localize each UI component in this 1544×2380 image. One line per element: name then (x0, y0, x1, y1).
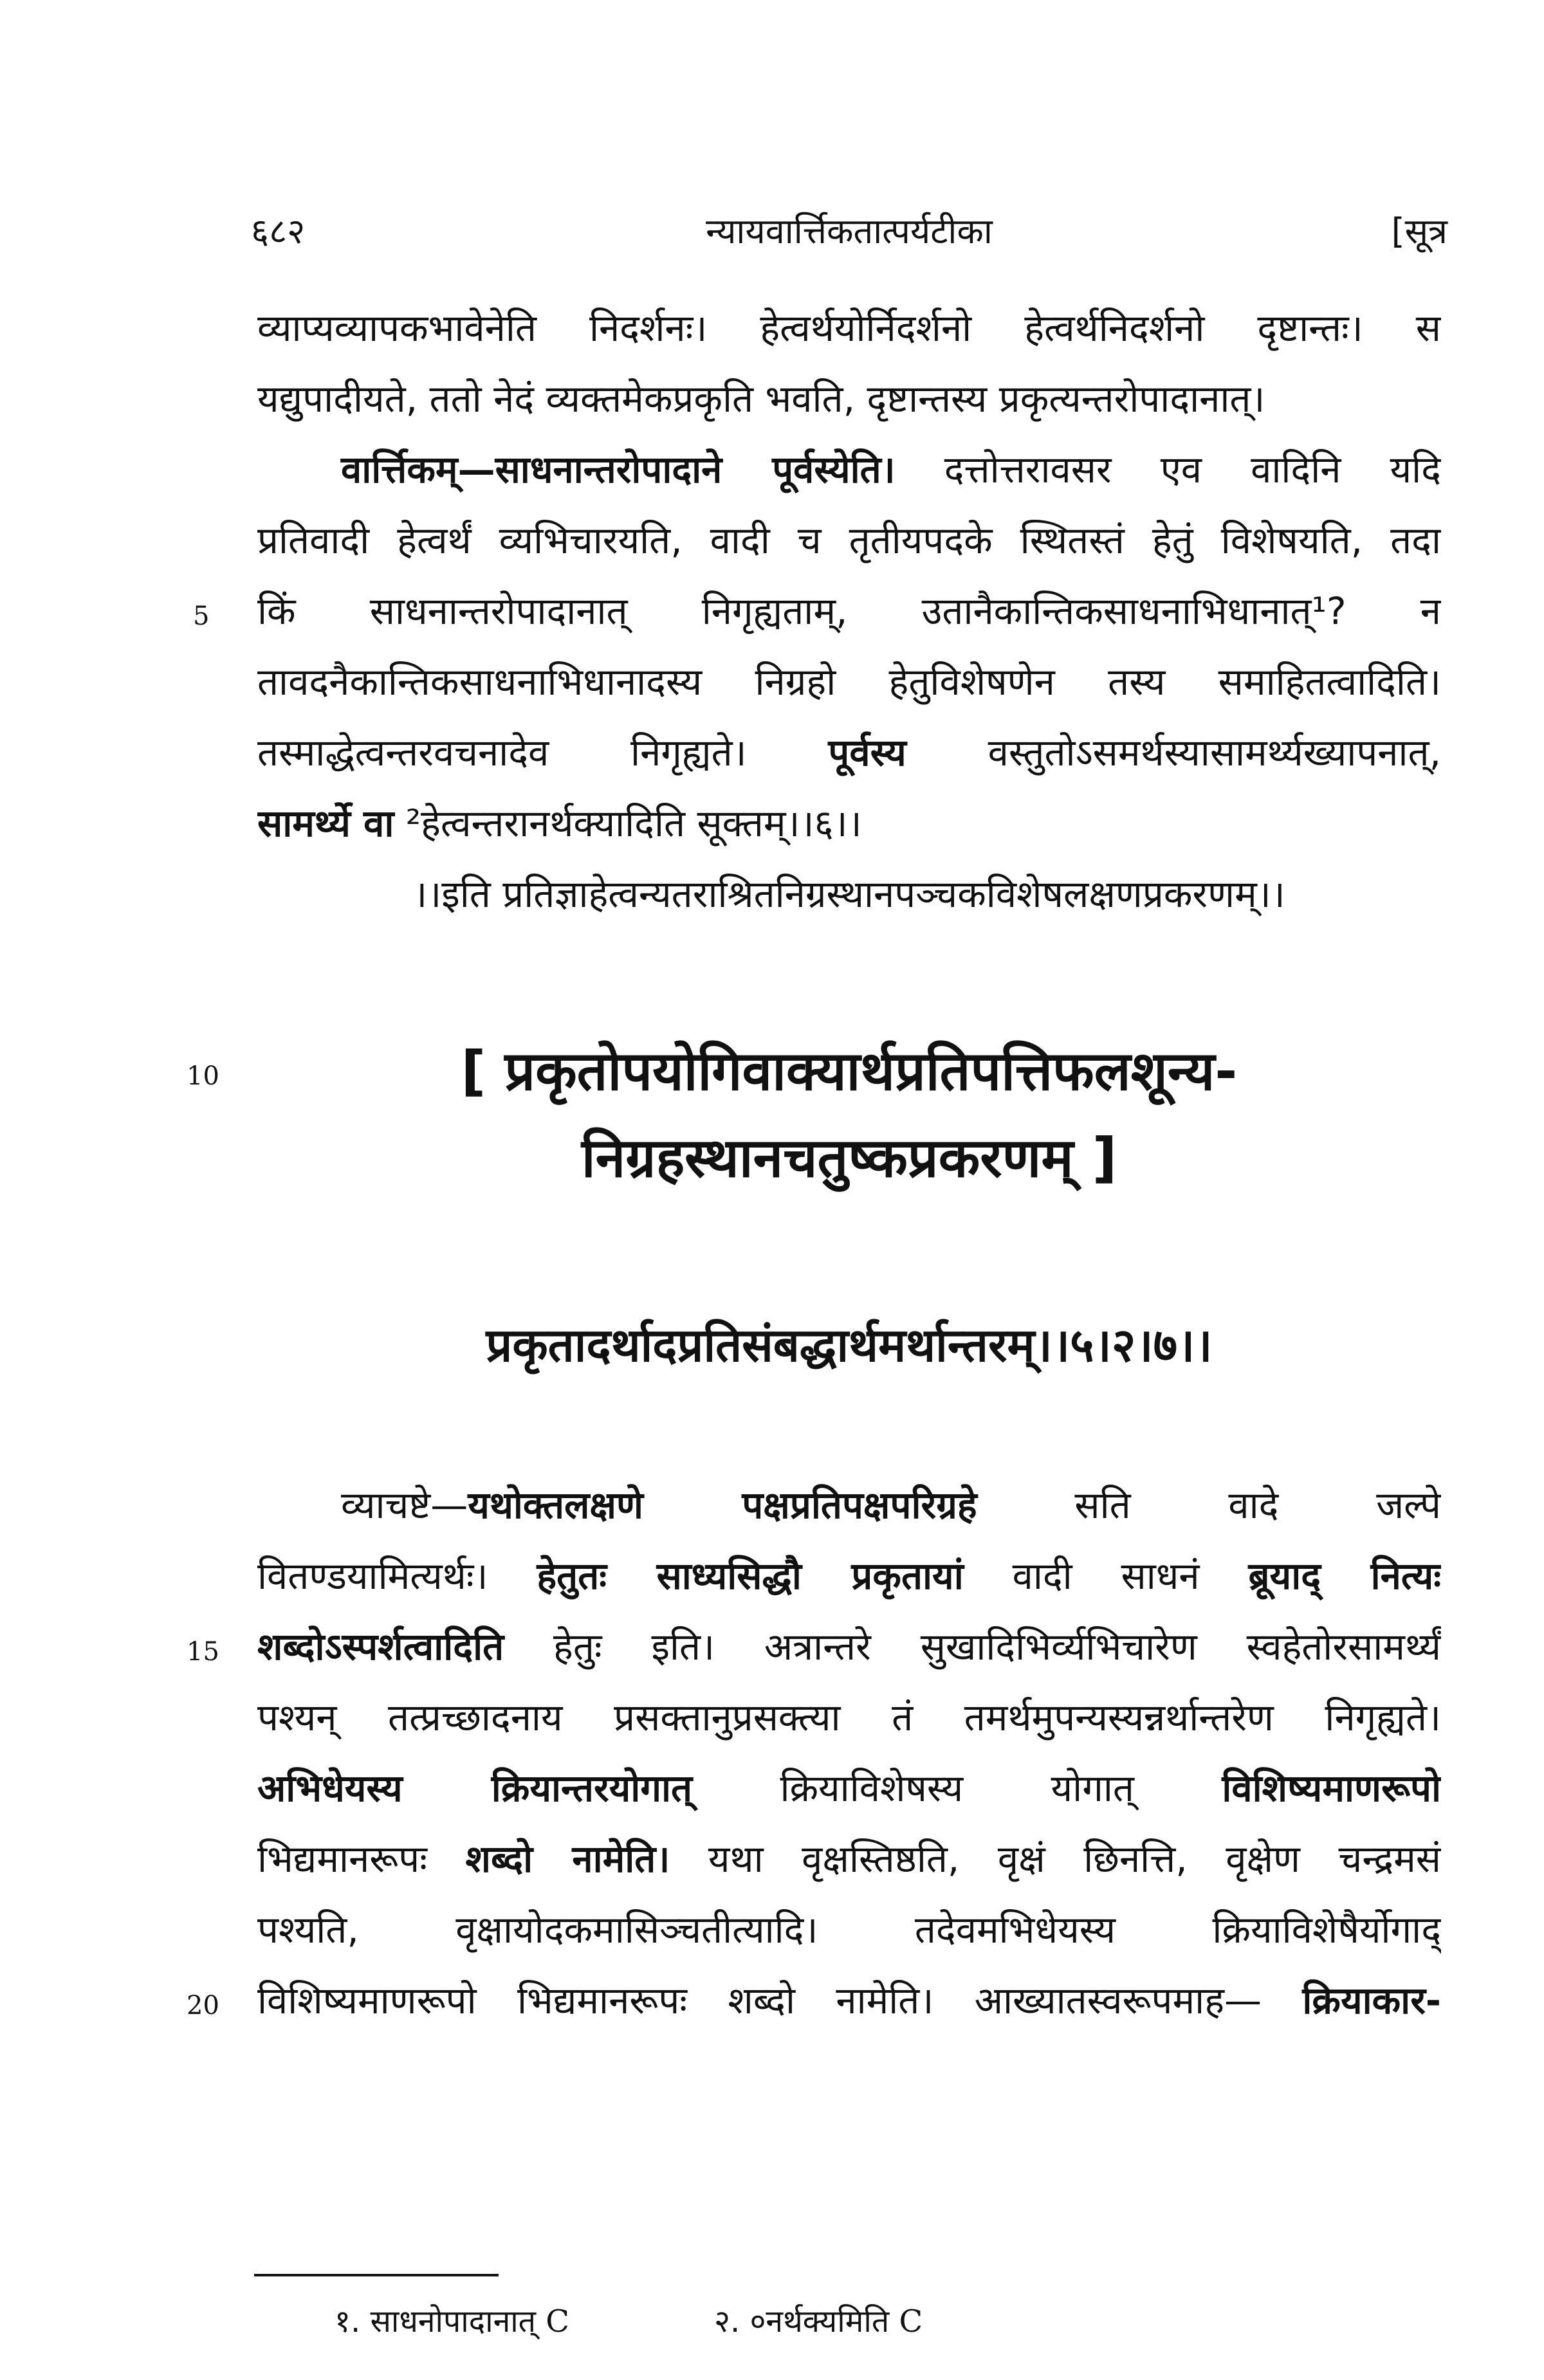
text-segment: भिद्यमानरूपः (257, 1837, 466, 1881)
bold-text-segment: ब्रूयाद् नित्यः (1248, 1554, 1441, 1598)
text-segment: सति वादे जल्पे (977, 1483, 1441, 1527)
text-segment: वादी साधनं (963, 1554, 1249, 1598)
text-segment: व्याप्यव्यापकभावेनेति निदर्शनः। हेत्वर्थयोर्निदर्शनो हेत्वर्थनिदर्शनो दृष्टान्तः। स (257, 306, 1441, 350)
bold-text-segment: शब्दो नामेति। (465, 1837, 670, 1881)
bold-text-segment: अभिधेयस्य क्रियान्तरयोगात् (257, 1766, 693, 1810)
text-segment: तावदनैकान्तिकसाधनाभिधानादस्य निग्रहो हेतुविशेषणेन तस्य समाहितत्वादिति। (257, 660, 1441, 704)
text-segment: पश्यति, वृक्षायोदकमासिञ्चतीत्यादि। तदेवमभिधेयस्य क्रियाविशेषैर्योगाद् (257, 1908, 1441, 1952)
commentary-line (257, 1762, 1441, 1814)
commentary-line (257, 1692, 1441, 1743)
text-line (257, 585, 1441, 637)
text-segment: हेतुः इति। अत्रान्तरे सुखादिभिर्व्यभिचारेण स्वहेतोरसामर्थ्यं (504, 1625, 1441, 1669)
commentary-line (257, 1975, 1441, 2026)
commentary-line (257, 1479, 1441, 1531)
line-number: 10 (187, 1061, 219, 1091)
text-segment: प्रतिवादी हेत्वर्थं व्यभिचारयति, वादी च तृतीयपदके स्थितस्तं हेतुं विशेषयति, तदा (257, 518, 1441, 562)
text-segment: ²हेत्वन्तरानर्थक्यादिति सूक्तम्।।६।। (394, 801, 862, 845)
text-segment: विशिष्यमाणरूपो भिद्यमानरूपः शब्दो नामेति। आख्यातस्वरूपमाह— (257, 1979, 1303, 2022)
text-segment: किं साधनान्तरोपादानात् निगृह्यताम्, उतानैकान्तिकसाधनाभिधानात्¹? न (257, 589, 1441, 633)
commentary-line (257, 1621, 1441, 1672)
bold-text-segment: वार्त्तिकम्—साधनान्तरोपादाने पूर्वस्येति। (341, 448, 896, 491)
bold-text-segment: यथोक्तलक्षणे पक्षप्रतिपक्षपरिग्रहे (468, 1483, 977, 1527)
commentary-line (257, 1904, 1441, 1955)
text-segment: दत्तोत्तरावसर एव वादिनि यदि (895, 448, 1441, 491)
text-segment: पश्यन् तत्प्रच्छादनाय प्रसक्तानुप्रसक्त्या तं तमर्थमुपन्यस्यन्नर्थान्तरेण निगृह्यते। (257, 1696, 1441, 1739)
footnote-1 (335, 2300, 569, 2341)
running-title: न्यायवार्त्तिकतात्पर्यटीका (706, 211, 993, 252)
section-marker: [सूत्र (1391, 211, 1448, 252)
line-number: 15 (187, 1637, 219, 1667)
footnote-2 (714, 2300, 923, 2341)
line-number: 20 (187, 1991, 219, 2020)
section-title-line-2: निग्रहस्थानचतुष्कप्रकरणम् ] (581, 1126, 1117, 1189)
text-segment: क्रियाविशेषस्य योगात् (692, 1766, 1222, 1810)
bold-text-segment: क्रियाकार- (1302, 1979, 1441, 2022)
commentary-line (257, 1833, 1441, 1885)
bold-text-segment: हेतुतः साध्यसिद्धौ प्रकृतायां (537, 1554, 964, 1598)
sutra: प्रकृतादर्थादप्रतिसंबद्धार्थमर्थान्तरम्।।५।२।७।। (486, 1318, 1213, 1372)
text-line (257, 373, 1441, 425)
page-number: ६८२ (251, 211, 306, 252)
footnote-1-ms: C (546, 2303, 569, 2339)
colophon-line (257, 868, 1441, 920)
bold-text-segment: पूर्वस्य (828, 731, 906, 774)
text-line (257, 656, 1441, 708)
bold-text-segment: विशिष्यमाणरूपो (1222, 1766, 1441, 1810)
text-line (257, 515, 1441, 566)
footnote-2-text: २. ०नर्थक्यमिति (714, 2303, 890, 2339)
text-segment: तस्माद्धेत्वन्तरवचनादेव निगृह्यते। (257, 731, 829, 774)
bold-text-segment: शब्दोऽस्पर्शत्वादिति (257, 1625, 504, 1669)
text-segment: ।।इति प्रतिज्ञाहेत्वन्यतराश्रितनिग्रस्थानपञ्चकविशेषलक्षणप्रकरणम्।। (413, 872, 1285, 916)
commentary-line (257, 1550, 1441, 1602)
line-number: 5 (193, 601, 210, 631)
footnote-2-ms: C (899, 2303, 923, 2339)
text-line (257, 302, 1441, 354)
text-line (257, 444, 1441, 495)
running-header (251, 206, 1448, 257)
footnote-rule (254, 2274, 499, 2276)
text-segment: वितण्डयामित्यर्थः। (257, 1554, 537, 1598)
bold-text-segment: सामर्थ्ये वा (257, 801, 394, 845)
text-segment: यद्युपादीयते, ततो नेदं व्यक्तमेकप्रकृति भवति, दृष्टान्तस्य प्रकृत्यन्तरोपादानात्। (257, 377, 1265, 421)
footnote-1-text: १. साधनोपादानात् (335, 2303, 536, 2339)
text-segment: व्याचष्टे— (341, 1483, 468, 1527)
section-title-line-1: [ प्रकृतोपयोगिवाक्यार्थप्रतिपत्तिफलशून्य- (461, 1039, 1238, 1103)
text-segment: यथा वृक्षस्तिष्ठति, वृक्षं छिनत्ति, वृक्षेण चन्द्रमसं (670, 1837, 1441, 1881)
text-line (257, 727, 1441, 778)
text-line (257, 798, 1441, 849)
text-segment: वस्तुतोऽसमर्थस्यासामर्थ्यख्यापनात्, (906, 731, 1441, 774)
